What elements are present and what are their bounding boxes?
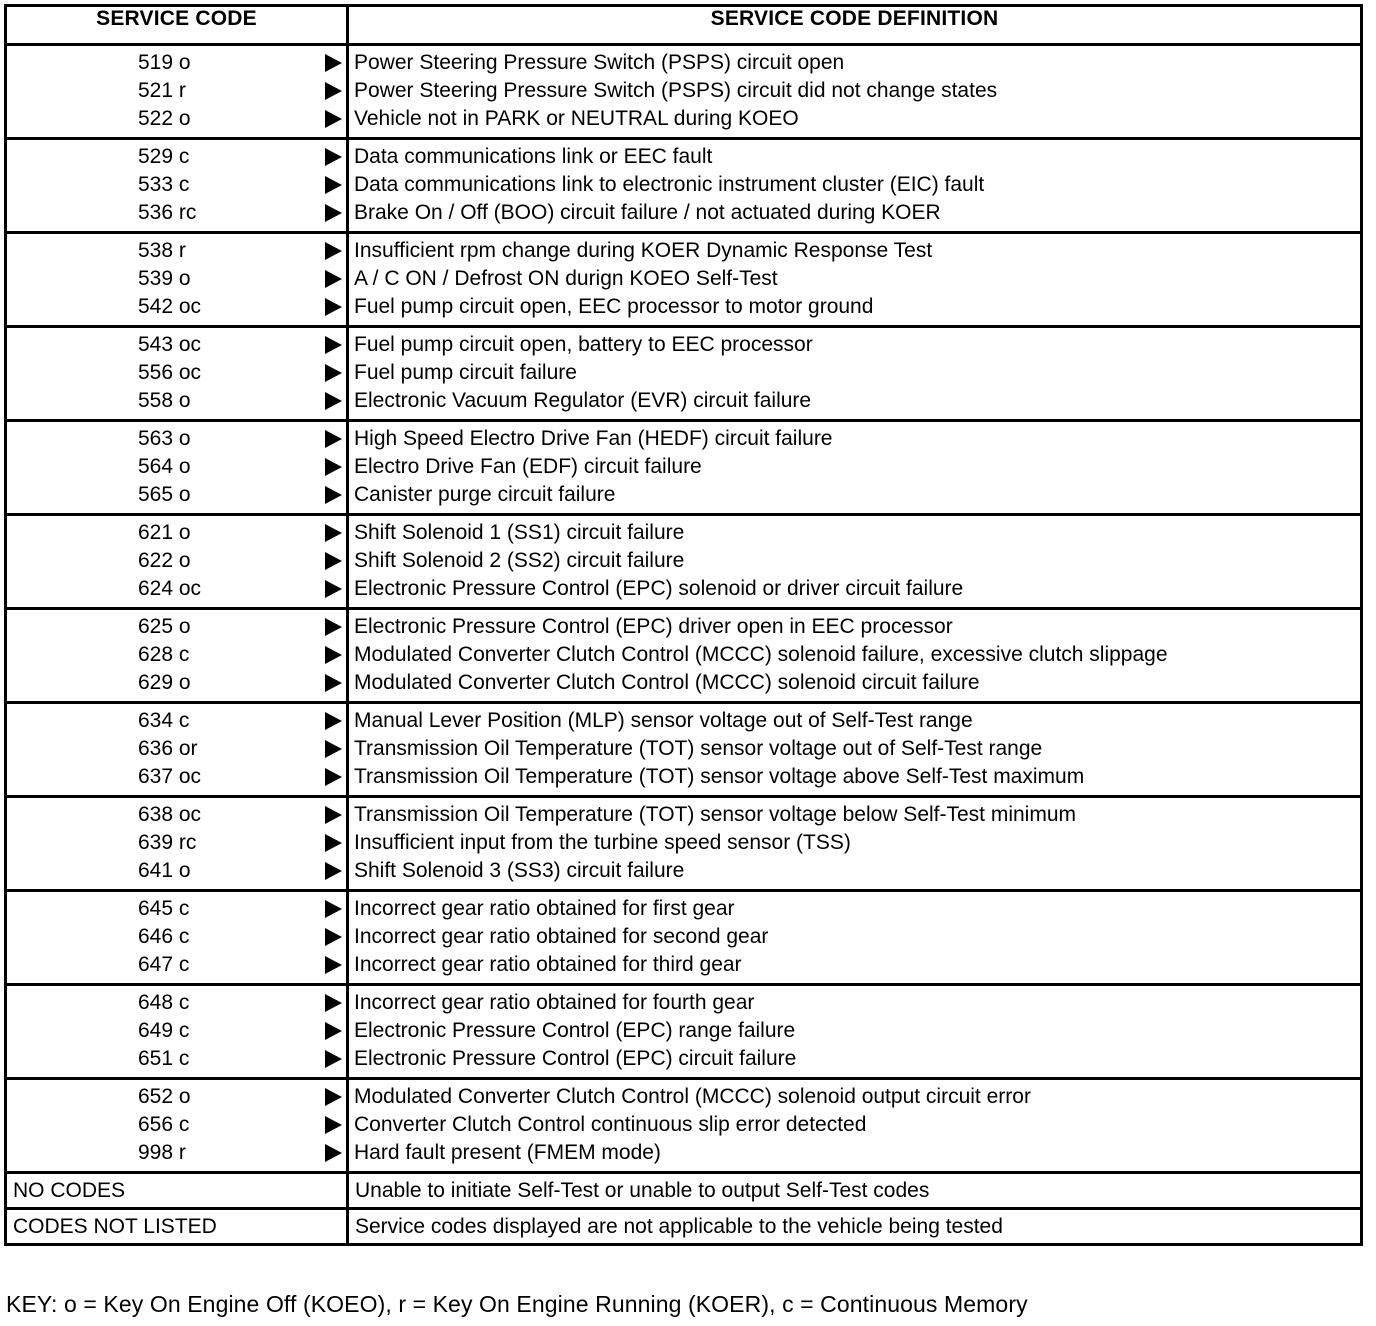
code-cell: [6, 703, 348, 797]
table-header-row: [6, 6, 1362, 45]
service-code-definition: Canister purge circuit failure: [354, 483, 616, 506]
service-code: 637 oc: [138, 765, 202, 788]
code-line: [7, 763, 346, 791]
service-code-definition: Shift Solenoid 3 (SS3) circuit failure: [354, 859, 685, 882]
definition-cell: [348, 985, 1362, 1079]
service-code-definition: Electronic Vacuum Regulator (EVR) circuit failure: [354, 389, 812, 412]
service-code: 628 c: [138, 643, 190, 666]
right-triangle-arrow-icon: [325, 1050, 342, 1068]
right-triangle-arrow-icon: [325, 806, 342, 824]
special-definition-cell: [348, 1173, 1362, 1209]
definition-cell: [348, 421, 1362, 515]
special-code-cell: [6, 1209, 348, 1245]
right-triangle-arrow-icon: [325, 1144, 342, 1162]
definition-cell: [348, 327, 1362, 421]
right-triangle-arrow-icon: [325, 364, 342, 382]
special-code-label: NO CODES: [13, 1179, 126, 1202]
service-code-definition: Power Steering Pressure Switch (PSPS) circuit did not change states: [354, 79, 998, 102]
right-triangle-arrow-icon: [325, 956, 342, 974]
code-line: [7, 77, 346, 105]
special-code-definition: Service codes displayed are not applicable to the vehicle being tested: [355, 1215, 1003, 1238]
service-code: 519 o: [138, 51, 191, 74]
table-body: [6, 45, 1362, 1245]
code-line: [7, 1017, 346, 1045]
right-triangle-arrow-icon: [325, 580, 342, 598]
service-code-definition: Modulated Converter Clutch Control (MCCC) solenoid failure, excessive clutch slippage: [354, 643, 1168, 666]
right-triangle-arrow-icon: [325, 298, 342, 316]
service-code: 558 o: [138, 389, 191, 412]
code-cell: [6, 609, 348, 703]
service-code-definition: Vehicle not in PARK or NEUTRAL during KOEO: [354, 107, 799, 130]
code-line: [7, 105, 346, 133]
service-code-definition: High Speed Electro Drive Fan (HEDF) circuit failure: [354, 427, 833, 450]
code-group-row: [6, 233, 1362, 327]
service-code-definition: Electronic Pressure Control (EPC) solenoid or driver circuit failure: [354, 577, 964, 600]
service-code-definition: Fuel pump circuit open, battery to EEC processor: [354, 333, 813, 356]
service-code: 638 oc: [138, 803, 202, 826]
service-code: 536 rc: [138, 201, 197, 224]
right-triangle-arrow-icon: [325, 712, 342, 730]
service-code: 565 o: [138, 483, 191, 506]
special-code-definition: Unable to initiate Self-Test or unable to output Self-Test codes: [355, 1179, 930, 1202]
service-code: 634 c: [138, 709, 190, 732]
service-code-definition: A / C ON / Defrost ON durign KOEO Self-Test: [354, 267, 778, 290]
definition-cell: [348, 139, 1362, 233]
right-triangle-arrow-icon: [325, 176, 342, 194]
right-triangle-arrow-icon: [325, 242, 342, 260]
definition-cell: [348, 45, 1362, 139]
right-triangle-arrow-icon: [325, 674, 342, 692]
service-code: 533 c: [138, 173, 190, 196]
service-code: 624 oc: [138, 577, 202, 600]
service-code-definition: Incorrect gear ratio obtained for third gear: [354, 953, 742, 976]
code-line: [7, 171, 346, 199]
header-service-code: SERVICE CODE: [6, 6, 348, 45]
code-line: [7, 331, 346, 359]
right-triangle-arrow-icon: [325, 430, 342, 448]
special-code-cell: [6, 1173, 348, 1209]
service-code-definition: Electronic Pressure Control (EPC) circuit failure: [354, 1047, 797, 1070]
service-code-definition: Modulated Converter Clutch Control (MCCC) solenoid circuit failure: [354, 671, 980, 694]
service-code-definition: Manual Lever Position (MLP) sensor voltage out of Self-Test range: [354, 709, 973, 732]
code-cell: [6, 327, 348, 421]
code-line: [7, 1045, 346, 1073]
service-code: 625 o: [138, 615, 191, 638]
code-group-row: [6, 139, 1362, 233]
service-code: 538 r: [138, 239, 186, 262]
service-code: 656 c: [138, 1113, 190, 1136]
service-code: 563 o: [138, 427, 191, 450]
service-code-definition: Fuel pump circuit open, EEC processor to motor ground: [354, 295, 874, 318]
service-code: 647 c: [138, 953, 190, 976]
service-code-definition: Electronic Pressure Control (EPC) range failure: [354, 1019, 796, 1042]
code-group-row: [6, 985, 1362, 1079]
code-cell: [6, 1079, 348, 1173]
definition-cell: [348, 609, 1362, 703]
code-line: [7, 387, 346, 415]
service-code-definition: Incorrect gear ratio obtained for second gear: [354, 925, 769, 948]
service-code-table-wrapper: [4, 4, 1360, 1246]
right-triangle-arrow-icon: [325, 204, 342, 222]
service-code: 649 c: [138, 1019, 190, 1042]
service-code: 522 o: [138, 107, 191, 130]
service-code-definition: Transmission Oil Temperature (TOT) sensor voltage above Self-Test maximum: [354, 765, 1085, 788]
service-code: 543 oc: [138, 333, 202, 356]
code-line: [7, 453, 346, 481]
legend-key: KEY: o = Key On Engine Off (KOEO), r = Key On Engine Running (KOER), c = Continuous Memory: [6, 1291, 1028, 1317]
service-code-definition: Brake On / Off (BOO) circuit failure / not actuated during KOER: [354, 201, 941, 224]
code-line: [7, 641, 346, 669]
right-triangle-arrow-icon: [325, 928, 342, 946]
service-code-definition: Data communications link or EEC fault: [354, 145, 713, 168]
service-code: 646 c: [138, 925, 190, 948]
service-code-definition: Insufficient input from the turbine speed sensor (TSS): [354, 831, 851, 854]
code-line: [7, 989, 346, 1017]
code-cell: [6, 45, 348, 139]
right-triangle-arrow-icon: [325, 1088, 342, 1106]
code-line: [7, 801, 346, 829]
right-triangle-arrow-icon: [325, 994, 342, 1012]
service-code: 539 o: [138, 267, 191, 290]
service-code-definition: Electro Drive Fan (EDF) circuit failure: [354, 455, 702, 478]
service-code: 648 c: [138, 991, 190, 1014]
right-triangle-arrow-icon: [325, 900, 342, 918]
right-triangle-arrow-icon: [325, 486, 342, 504]
code-line: [7, 895, 346, 923]
service-code-definition: Converter Clutch Control continuous slip error detected: [354, 1113, 867, 1136]
definition-cell: [348, 1079, 1362, 1173]
code-group-row: [6, 891, 1362, 985]
right-triangle-arrow-icon: [325, 1022, 342, 1040]
service-code-definition: Transmission Oil Temperature (TOT) sensor voltage out of Self-Test range: [354, 737, 1043, 760]
definition-cell: [348, 233, 1362, 327]
right-triangle-arrow-icon: [325, 768, 342, 786]
special-code-row: [6, 1173, 1362, 1209]
service-code-definition: Insufficient rpm change during KOER Dynamic Response Test: [354, 239, 933, 262]
code-line: [7, 1083, 346, 1111]
code-line: [7, 669, 346, 697]
code-group-row: [6, 609, 1362, 703]
code-line: [7, 829, 346, 857]
code-group-row: [6, 327, 1362, 421]
special-code-label: CODES NOT LISTED: [13, 1215, 217, 1238]
service-code-definition: Power Steering Pressure Switch (PSPS) circuit open: [354, 51, 845, 74]
code-group-row: [6, 1079, 1362, 1173]
service-code-definition: Modulated Converter Clutch Control (MCCC) solenoid output circuit error: [354, 1085, 1031, 1108]
right-triangle-arrow-icon: [325, 336, 342, 354]
right-triangle-arrow-icon: [325, 524, 342, 542]
service-code: 651 c: [138, 1047, 190, 1070]
right-triangle-arrow-icon: [325, 54, 342, 72]
code-cell: [6, 515, 348, 609]
right-triangle-arrow-icon: [325, 646, 342, 664]
code-cell: [6, 421, 348, 515]
code-line: [7, 359, 346, 387]
service-code-definition: Electronic Pressure Control (EPC) driver open in EEC processor: [354, 615, 953, 638]
code-cell: [6, 797, 348, 891]
code-line: [7, 1139, 346, 1167]
definition-cell: [348, 797, 1362, 891]
right-triangle-arrow-icon: [325, 1116, 342, 1134]
code-line: [7, 199, 346, 227]
service-code-definition: Data communications link to electronic instrument cluster (EIC) fault: [354, 173, 985, 196]
code-line: [7, 293, 346, 321]
service-code: 998 r: [138, 1141, 186, 1164]
code-line: [7, 707, 346, 735]
header-service-code-definition: SERVICE CODE DEFINITION: [348, 6, 1362, 45]
code-group-row: [6, 45, 1362, 139]
service-code-definition: Hard fault present (FMEM mode): [354, 1141, 661, 1164]
definition-cell: [348, 703, 1362, 797]
service-code-definition: Fuel pump circuit failure: [354, 361, 577, 384]
service-code: 636 or: [138, 737, 198, 760]
code-line: [7, 547, 346, 575]
code-line: [7, 481, 346, 509]
code-cell: [6, 233, 348, 327]
right-triangle-arrow-icon: [325, 552, 342, 570]
code-line: [7, 575, 346, 603]
service-code: 645 c: [138, 897, 190, 920]
code-line: [7, 951, 346, 979]
code-line: [7, 857, 346, 885]
service-code: 629 o: [138, 671, 191, 694]
service-code: 521 r: [138, 79, 186, 102]
code-cell: [6, 891, 348, 985]
service-code: 621 o: [138, 521, 191, 544]
service-code: 639 rc: [138, 831, 197, 854]
service-code: 622 o: [138, 549, 191, 572]
service-code: 641 o: [138, 859, 191, 882]
code-group-row: [6, 421, 1362, 515]
right-triangle-arrow-icon: [325, 82, 342, 100]
right-triangle-arrow-icon: [325, 270, 342, 288]
code-cell: [6, 985, 348, 1079]
code-line: [7, 49, 346, 77]
code-group-row: [6, 515, 1362, 609]
code-line: [7, 613, 346, 641]
service-code-definition: Incorrect gear ratio obtained for fourth gear: [354, 991, 755, 1014]
code-line: [7, 143, 346, 171]
definition-cell: [348, 891, 1362, 985]
service-code-table: [4, 4, 1363, 1246]
code-line: [7, 1111, 346, 1139]
code-line: [7, 237, 346, 265]
service-code-definition: Shift Solenoid 2 (SS2) circuit failure: [354, 549, 685, 572]
service-code: 529 c: [138, 145, 190, 168]
service-code: 652 o: [138, 1085, 191, 1108]
code-line: [7, 923, 346, 951]
special-code-row: [6, 1209, 1362, 1245]
code-cell: [6, 139, 348, 233]
service-code-definition: Transmission Oil Temperature (TOT) sensor voltage below Self-Test minimum: [354, 803, 1077, 826]
right-triangle-arrow-icon: [325, 458, 342, 476]
special-definition-cell: [348, 1209, 1362, 1245]
definition-cell: [348, 515, 1362, 609]
code-line: [7, 265, 346, 293]
code-line: [7, 425, 346, 453]
right-triangle-arrow-icon: [325, 740, 342, 758]
service-code: 564 o: [138, 455, 191, 478]
right-triangle-arrow-icon: [325, 148, 342, 166]
service-code: 556 oc: [138, 361, 202, 384]
right-triangle-arrow-icon: [325, 618, 342, 636]
service-code-definition: Shift Solenoid 1 (SS1) circuit failure: [354, 521, 685, 544]
right-triangle-arrow-icon: [325, 862, 342, 880]
service-code-definition: Incorrect gear ratio obtained for first gear: [354, 897, 735, 920]
code-group-row: [6, 703, 1362, 797]
right-triangle-arrow-icon: [325, 392, 342, 410]
code-group-row: [6, 797, 1362, 891]
right-triangle-arrow-icon: [325, 834, 342, 852]
code-line: [7, 519, 346, 547]
service-code: 542 oc: [138, 295, 202, 318]
right-triangle-arrow-icon: [325, 110, 342, 128]
code-line: [7, 735, 346, 763]
